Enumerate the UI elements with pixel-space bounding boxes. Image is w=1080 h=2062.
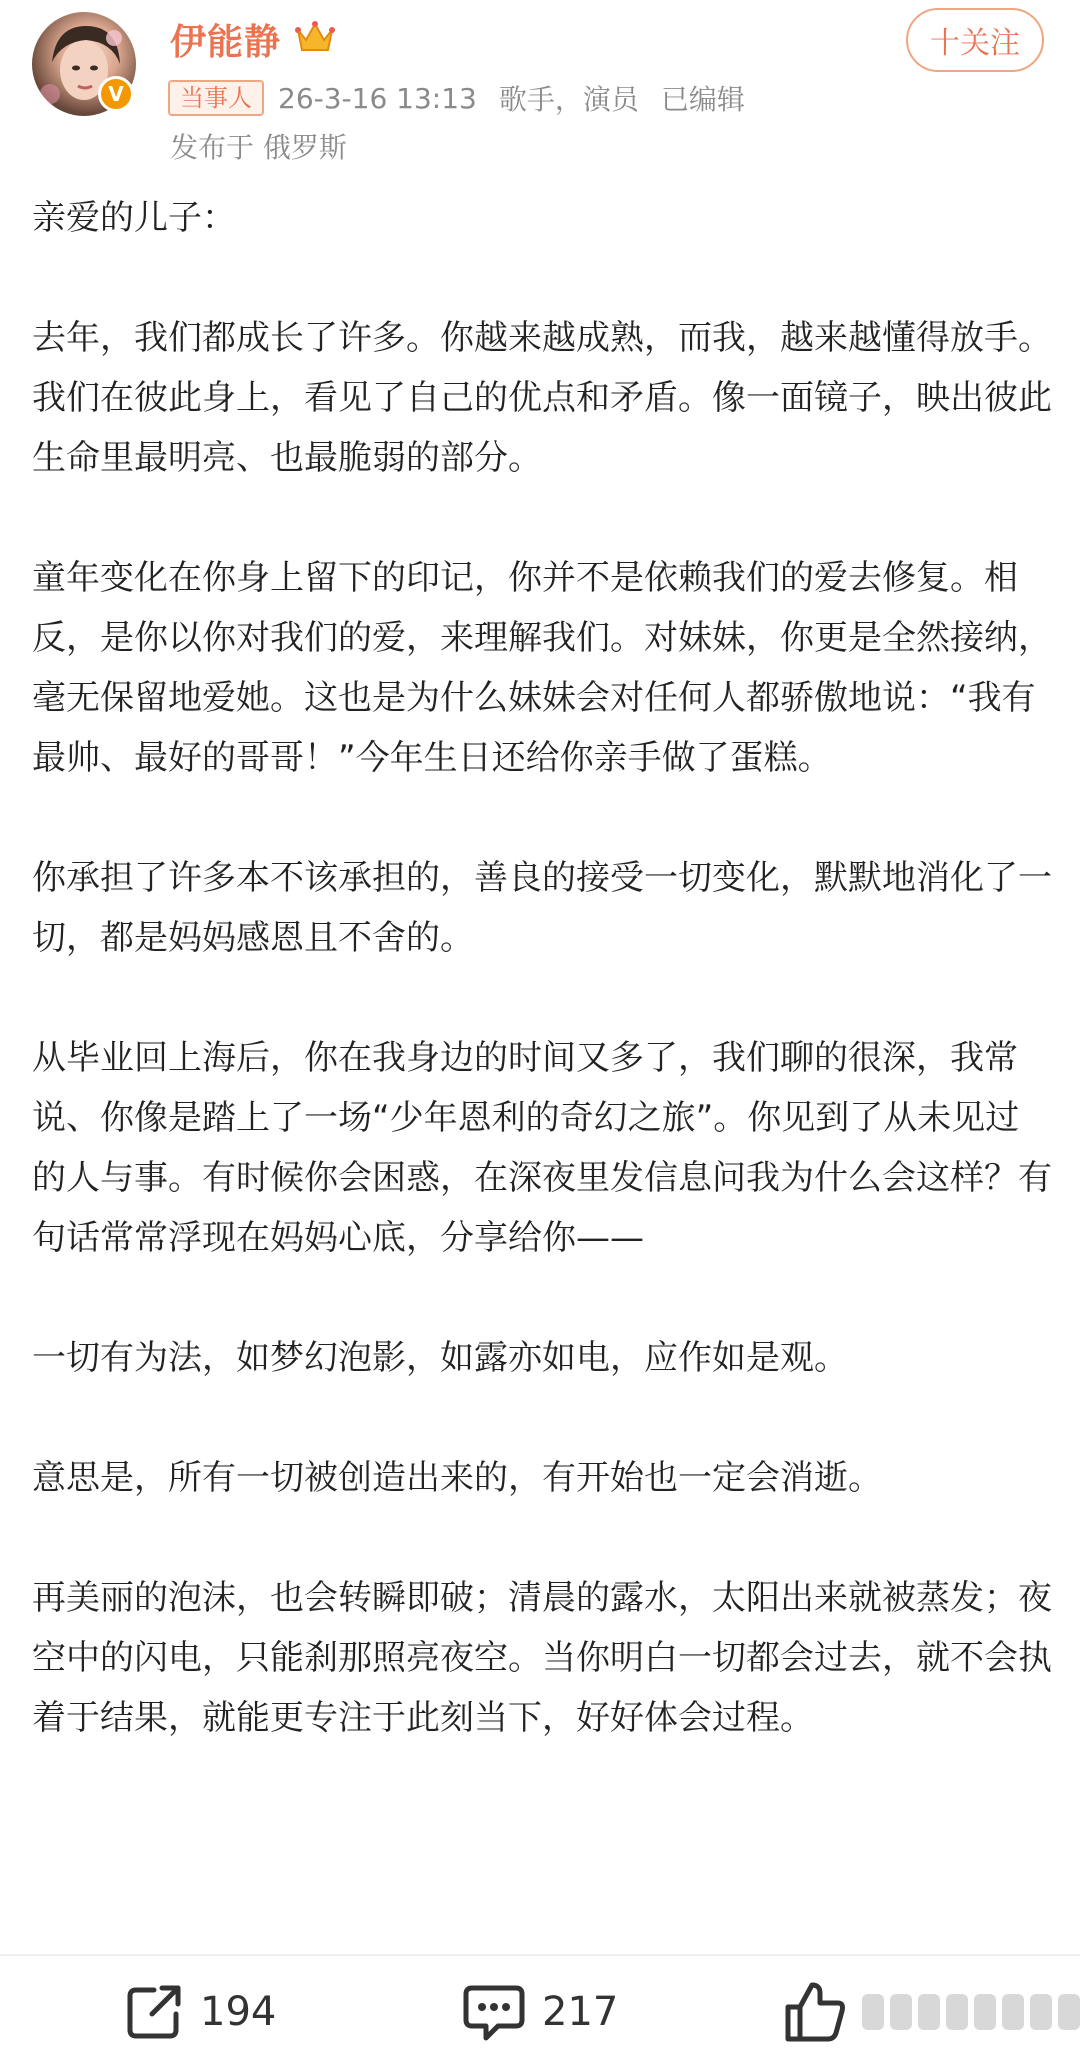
action-bar (0, 1962, 1080, 2062)
comment-button[interactable] (462, 1962, 618, 2062)
repost-button[interactable] (124, 1962, 276, 2062)
repost-count: 194 (200, 1989, 277, 2035)
post-location: 发布于 俄罗斯 (170, 131, 347, 164)
party-badge: 当事人 (168, 80, 264, 116)
author-name[interactable]: 伊能静 (170, 22, 282, 63)
post-paragraph: 一切有为法，如梦幻泡影，如露亦如电，应作如是观。 (32, 1338, 848, 1378)
post-paragraph: 意思是，所有一切被创造出来的，有开始也一定会消逝。 (32, 1458, 882, 1498)
post-meta (168, 78, 745, 118)
post-timestamp: 26-3-16 13:13 (278, 81, 477, 115)
verified-badge-icon: V (98, 76, 134, 112)
comment-icon (462, 1980, 526, 2044)
divider (0, 1954, 1080, 1956)
like-icon (782, 1979, 848, 2045)
post-body (32, 188, 1052, 1748)
post-paragraph: 童年变化在你身上留下的印记，你并不是依赖我们的爱去修复。相反，是你以你对我们的爱，来理解我们。对妹妹，你更是全然接纳，毫无保留地爱她。这也是为什么妹妹会对任何人都骄傲地说：“我有最帅、最好的哥哥！”今年生日还给你亲手做了蛋糕。 (32, 558, 1052, 778)
post-paragraph: 你承担了许多本不该承担的，善良的接受一切变化，默默地消化了一切，都是妈妈感恩且不舍的。 (32, 858, 1052, 958)
like-count-redacted (862, 1994, 1080, 2030)
edited-label[interactable]: 已编辑 (660, 83, 745, 116)
share-icon (124, 1982, 184, 2042)
post-paragraph: 亲爱的儿子： (32, 198, 236, 238)
follow-label: 十关注 (930, 26, 1020, 61)
post-paragraph: 从毕业回上海后，你在我身边的时间又多了，我们聊的很深，我常说、你像是踏上了一场“少年恩利的奇幻之旅”。你见到了从未见过的人与事。有时候你会困惑，在深夜里发信息问我为什么会这样？有句话常常浮现在妈妈心底，分享给你—— (32, 1038, 1052, 1258)
post-header (0, 0, 1080, 170)
like-button[interactable] (782, 1962, 1080, 2062)
comment-count: 217 (542, 1989, 619, 2035)
crown-icon (294, 18, 336, 56)
post-paragraph: 去年，我们都成长了许多。你越来越成熟，而我，越来越懂得放手。我们在彼此身上，看见了自己的优点和矛盾。像一面镜子，映出彼此生命里最明亮、也最脆弱的部分。 (32, 318, 1052, 478)
post-paragraph: 再美丽的泡沫，也会转瞬即破；清晨的露水，太阳出来就被蒸发；夜空中的闪电，只能刹那照亮夜空。当你明白一切都会过去，就不会执着于结果，就能更专注于此刻当下，好好体会过程。 (32, 1578, 1052, 1738)
follow-button[interactable] (906, 8, 1044, 72)
author-roles: 歌手，演员 (498, 83, 639, 116)
